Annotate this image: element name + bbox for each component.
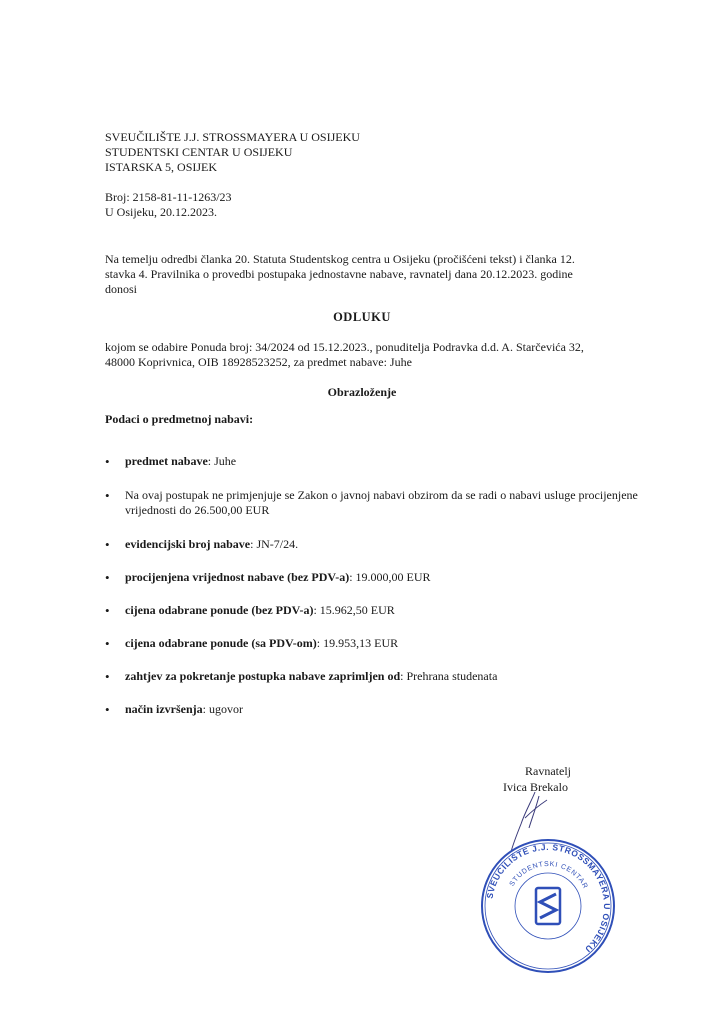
signatory-role: Ravnatelj [525,764,571,778]
item-label: evidencijski broj nabave [125,537,251,551]
reference-number: Broj: 2158-81-11-1263/23 [105,190,232,204]
header-line-center: STUDENTSKI CENTAR U OSIJEKU [105,145,293,159]
place-date: U Osijeku, 20.12.2023. [105,205,217,219]
signatory-name: Ivica Brekalo [503,780,568,794]
official-stamp [478,836,618,976]
stamp-logo-icon [536,888,560,924]
explanation-heading: Obrazloženje [327,385,397,399]
stamp-outer-text: SVEUČILIŠTE J.J. STROSSMAYERA U OSIJEKU [484,841,613,955]
reference-block [105,190,232,220]
section-title: Podaci o predmetnoj nabavi: [105,412,254,426]
header-line-university: SVEUČILIŠTE J.J. STROSSMAYERA U OSIJEKU [105,130,360,144]
item-label: cijena odabrane ponude (sa PDV-om) [125,636,317,650]
intro-line: stavka 4. Pravilnika o provedbi postupaka jednostavne nabave, ravnatelj dana 20.12.2023. godine [105,267,573,281]
intro-paragraph [105,252,625,297]
item-label: predmet nabave [125,454,208,468]
header-line-address: ISTARSKA 5, OSIJEK [105,160,218,174]
item-value: : 19.000,00 EUR [349,570,431,584]
list-item [105,636,645,651]
decision-line: 48000 Koprivnica, OIB 18928523252, za predmet nabave: Juhe [105,355,412,369]
item-value: : Juhe [207,454,237,468]
stamp-inner-text: STUDENTSKI CENTAR [508,860,589,891]
item-value: : 15.962,50 EUR [313,603,395,617]
list-item [105,537,645,552]
item-value: Na ovaj postupak ne primjenjuje se Zakon o javnoj nabavi obzirom da se radi o nabavi usluge procijenjene vrijednosti do 26.500,00 EUR [125,488,638,517]
item-value: : Prehrana studenata [400,669,498,683]
intro-line: donosi [105,282,138,296]
list-item [105,702,645,717]
document-title: ODLUKU [333,310,391,324]
procurement-details-list [105,454,645,717]
list-item [105,669,645,684]
list-item [105,603,645,618]
item-label: način izvršenja [125,702,203,716]
item-value: : 19.953,13 EUR [316,636,399,650]
list-item [105,570,645,585]
item-value: : ugovor [202,702,244,716]
item-value: : JN-7/24. [250,537,299,551]
list-item [105,454,645,469]
item-label: zahtjev za pokretanje postupka nabave zaprimljen od [125,669,401,683]
item-label: cijena odabrane ponude (bez PDV-a) [125,603,314,617]
list-item [105,488,645,518]
institution-header [105,130,360,175]
item-label: procijenjena vrijednost nabave (bez PDV-a) [125,570,350,584]
intro-line: Na temelju odredbi članka 20. Statuta Studentskog centra u Osijeku (pročišćeni tekst) i članka 12. [105,252,575,266]
decision-paragraph [105,340,625,370]
decision-line: kojom se odabire Ponuda broj: 34/2024 od 15.12.2023., ponuditelja Podravka d.d. A. Starčevića 32, [105,340,584,354]
